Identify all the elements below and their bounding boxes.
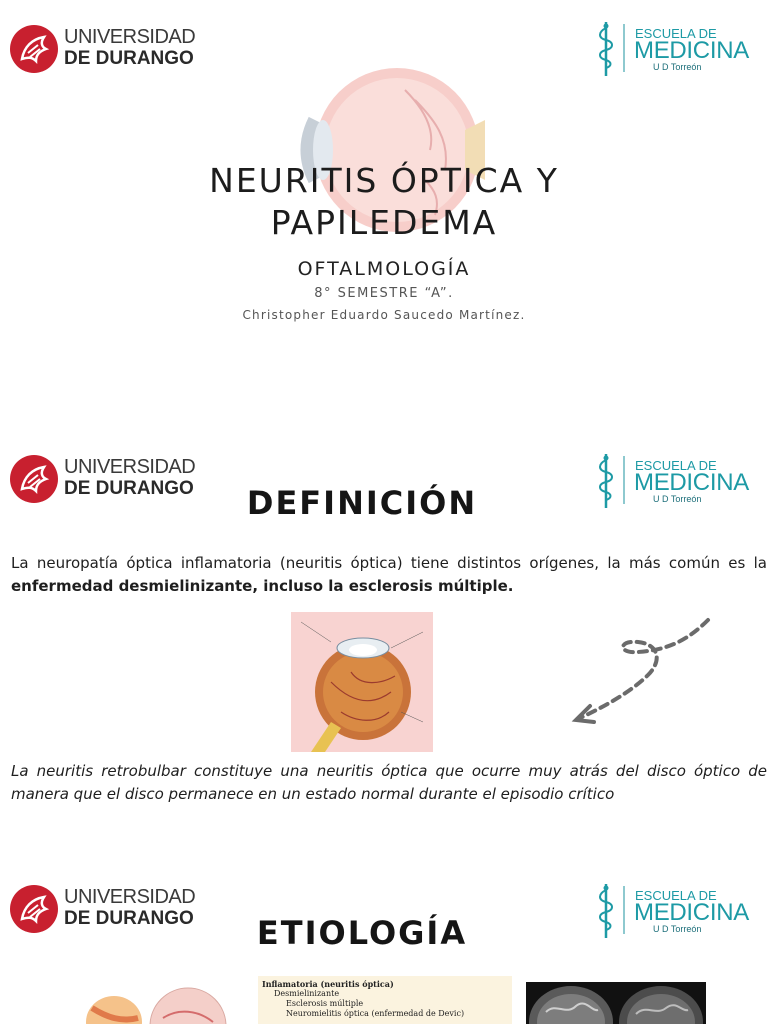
brain-mri-image <box>526 982 706 1024</box>
school-name-line2: MEDICINA <box>634 899 749 926</box>
school-name-line1: ESCUELA DE <box>635 458 717 473</box>
retrobulbar-paragraph <box>11 760 767 806</box>
school-name-line2: MEDICINA <box>634 37 749 64</box>
university-emblem-icon <box>10 25 58 73</box>
university-name-line1: UNIVERSIDAD <box>64 886 196 908</box>
school-name-line3: U D Torreón <box>653 494 702 504</box>
section-heading: DEFINICIÓN <box>246 484 478 522</box>
optic-nerve-illustration <box>78 978 258 1024</box>
etiology-table-item: Esclerosis múltiple <box>286 999 364 1008</box>
definition-emphasis: enfermedad desmielinizante, incluso la esclerosis múltiple. <box>11 577 514 595</box>
school-name-line2: MEDICINA <box>634 469 749 496</box>
presentation-title <box>0 160 768 244</box>
university-name-line2: DE DURANGO <box>64 48 194 69</box>
title-line2: PAPILEDEMA <box>270 203 498 242</box>
etiology-table-title: Inflamatoria (neuritis óptica) <box>262 979 394 989</box>
school-name-line3: U D Torreón <box>653 62 702 72</box>
university-name-line2: DE DURANGO <box>64 908 194 929</box>
etiology-slide <box>0 862 768 1024</box>
section-heading: ETIOLOGÍA <box>256 914 468 952</box>
school-name-line1: ESCUELA DE <box>635 26 717 41</box>
etiology-table-image <box>258 976 512 1024</box>
medicine-school-logo <box>595 20 760 80</box>
definition-text: La neuropatía óptica inflamatoria (neuritis óptica) tiene distintos orígenes, la más común es la <box>11 554 767 572</box>
subject-label: OFTALMOLOGÍA <box>297 258 471 280</box>
etiology-table-item: Desmielinizante <box>274 989 340 998</box>
title-slide <box>0 0 768 410</box>
dashed-arrow-icon <box>568 610 718 730</box>
university-name-line2: DE DURANGO <box>64 478 194 499</box>
school-name-line3: U D Torreón <box>653 924 702 934</box>
title-line1: NEURITIS ÓPTICA Y <box>209 161 559 200</box>
definition-slide <box>0 432 768 840</box>
university-name-line1: UNIVERSIDAD <box>64 456 196 478</box>
etiology-table-item: Neuromielitis óptica (enfermedad de Devic) <box>286 1009 465 1018</box>
logo-divider <box>623 24 625 72</box>
school-name-line1: ESCUELA DE <box>635 888 717 903</box>
semester-label: 8° SEMESTRE “A”. <box>314 286 454 301</box>
caduceus-icon <box>595 20 617 78</box>
definition-paragraph <box>11 552 767 598</box>
retrobulbar-text: La neuritis retrobulbar constituye una neuritis óptica que ocurre muy atrás del disco óptico de manera que el disco permanece en un estado normal durante el episodio crítico <box>11 762 767 803</box>
author-name: Christopher Eduardo Saucedo Martínez. <box>242 308 526 322</box>
university-name-line1: UNIVERSIDAD <box>64 26 196 48</box>
university-logo <box>10 22 196 78</box>
eye-cross-section-diagram <box>291 612 433 752</box>
